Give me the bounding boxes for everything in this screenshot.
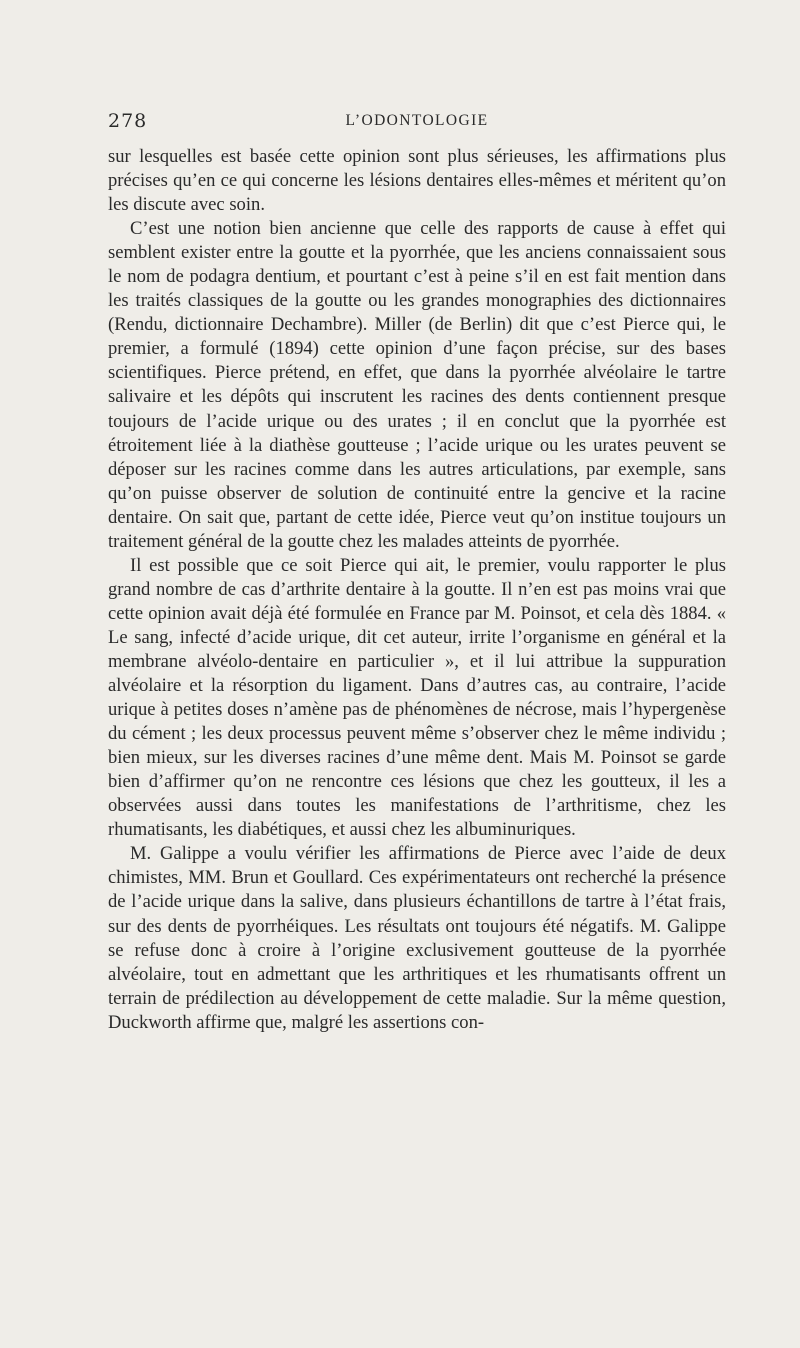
paragraph: sur lesquelles est basée cette opinion sont plus sérieuses, les affirmations plus précises qu’en ce qui concerne les lésions dentaires elles-mêmes et méritent qu’on les discute avec soin. — [108, 146, 726, 216]
paragraph: Il est possible que ce soit Pierce qui ait, le premier, voulu rapporter le plus grand nombre de cas d’arthrite dentaire à la goutte. Il n’en est pas moins vrai que cette opinion avait déjà été formulée en France par M. Poinsot, et cela dès 1884. « Le sang, infecté d’acide urique, dit cet auteur, irrite l’organisme en général et la membrane alvéolo-dentaire en particulier », et il lui attribue la suppuration alvéolaire et la résorption du ligament. Dans d’autres cas, au contraire, l’acide urique à petites doses n’amène pas de phénomènes de nécrose, mais l’hypergenèse du cément ; les deux processus peuvent même s’observer chez le même individu ; bien mieux, sur les diverses racines d’une même dent. Mais M. Poinsot se garde bien d’affirmer qu’on ne rencontre ces lésions que chez les goutteux, il les a observées aussi dans toutes les manifestations de l’arthritisme, chez les rhumatisants, les diabétiques, et aussi chez les albuminuriques. — [108, 554, 726, 841]
running-title: L’ODONTOLOGIE — [345, 112, 489, 129]
paragraph: M. Galippe a voulu vérifier les affirmations de Pierce avec l’aide de deux chimistes, MM. Brun et Goullard. Ces expérimentateurs ont recherché la présence de l’acide urique dans la salive, dans plusieurs échantillons de tartre à l’état frais, sur des dents de pyorrhéiques. Les résultats ont toujours été négatifs. M. Galippe se refuse donc à croire à l’origine exclusivement goutteuse de la pyorrhée alvéolaire, tout en admettant que les arthritiques et les rhumatisants offrent un terrain de prédilection au développement de cette maladie. Sur la même question, Duckworth affirme que, malgré les assertions con- — [108, 843, 726, 1033]
page-number: 278 — [108, 110, 148, 132]
page-header — [108, 110, 726, 136]
body-text — [108, 145, 726, 1035]
paragraph: C’est une notion bien ancienne que celle des rapports de cause à effet qui semblent exister entre la goutte et la pyorrhée, que les anciens connaissaient sous le nom de podagra dentium, et pourtant c’est à peine s’il en est fait mention dans les traités classiques de la goutte ou les grandes monographies des dictionnaires (Rendu, dictionnaire Dechambre). Miller (de Berlin) dit que c’est Pierce qui, le premier, a formulé (1894) cette opinion d’une façon précise, sur des bases scientifiques. Pierce prétend, en effet, que dans la pyorrhée alvéolaire le tartre salivaire et les dépôts qui inscrutent les racines des dents contiennent presque toujours de l’acide urique ou des urates ; il en conclut que la pyorrhée est étroitement liée à la diathèse goutteuse ; l’acide urique ou les urates peuvent se déposer sur les racines comme dans les autres articulations, par exemple, sans qu’on puisse observer de solution de continuité entre la gencive et la racine dentaire. On sait que, partant de cette idée, Pierce veut qu’on institue toujours un traitement général de la goutte chez les malades atteints de pyorrhée. — [108, 218, 726, 552]
